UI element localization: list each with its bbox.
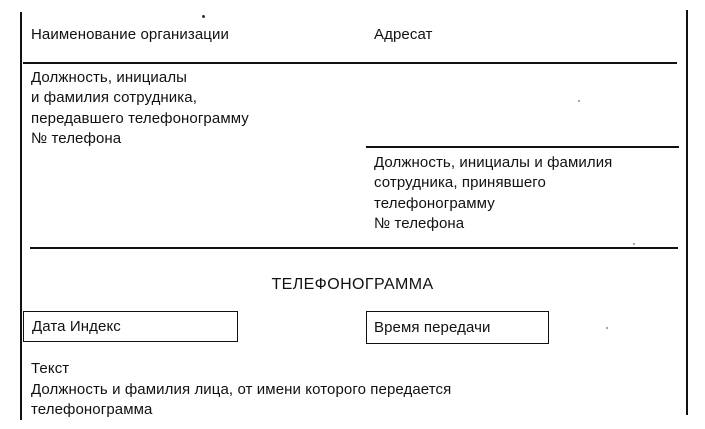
text-line: телефонограмма [31,401,153,418]
date-index-label: Дата Индекс [32,318,121,335]
receiver-line: Должность, инициалы и фамилия [374,154,613,171]
sender-phone-line: № телефона [31,130,122,147]
scan-speck [606,327,608,329]
transmission-time-label: Время передачи [374,319,491,336]
sender-line: Должность, инициалы [31,69,188,86]
receiver-line: сотрудника, принявшего [374,174,546,191]
date-index-box [23,311,238,342]
addressee-label: Адресат [374,26,433,43]
text-label: Текст [31,360,70,377]
sender-line: и фамилия сотрудника, [31,89,197,106]
receiver-phone-line: № телефона [374,215,465,232]
organization-label: Наименование организации [31,26,229,43]
left-border-line [20,12,22,420]
header-divider [23,62,677,64]
scan-speck [578,100,580,102]
right-border-line [686,10,688,415]
receiver-line: телефонограмму [374,195,495,212]
section-divider [30,247,678,249]
scan-speck [633,243,635,245]
transmission-time-box [366,311,549,344]
text-line: Должность и фамилия лица, от имени которого передается [31,381,452,398]
receiver-divider [366,146,679,148]
scan-speck [202,15,205,18]
sender-line: передавшего телефонограмму [31,110,249,127]
document-title: ТЕЛЕФОНОГРАММА [271,276,434,293]
